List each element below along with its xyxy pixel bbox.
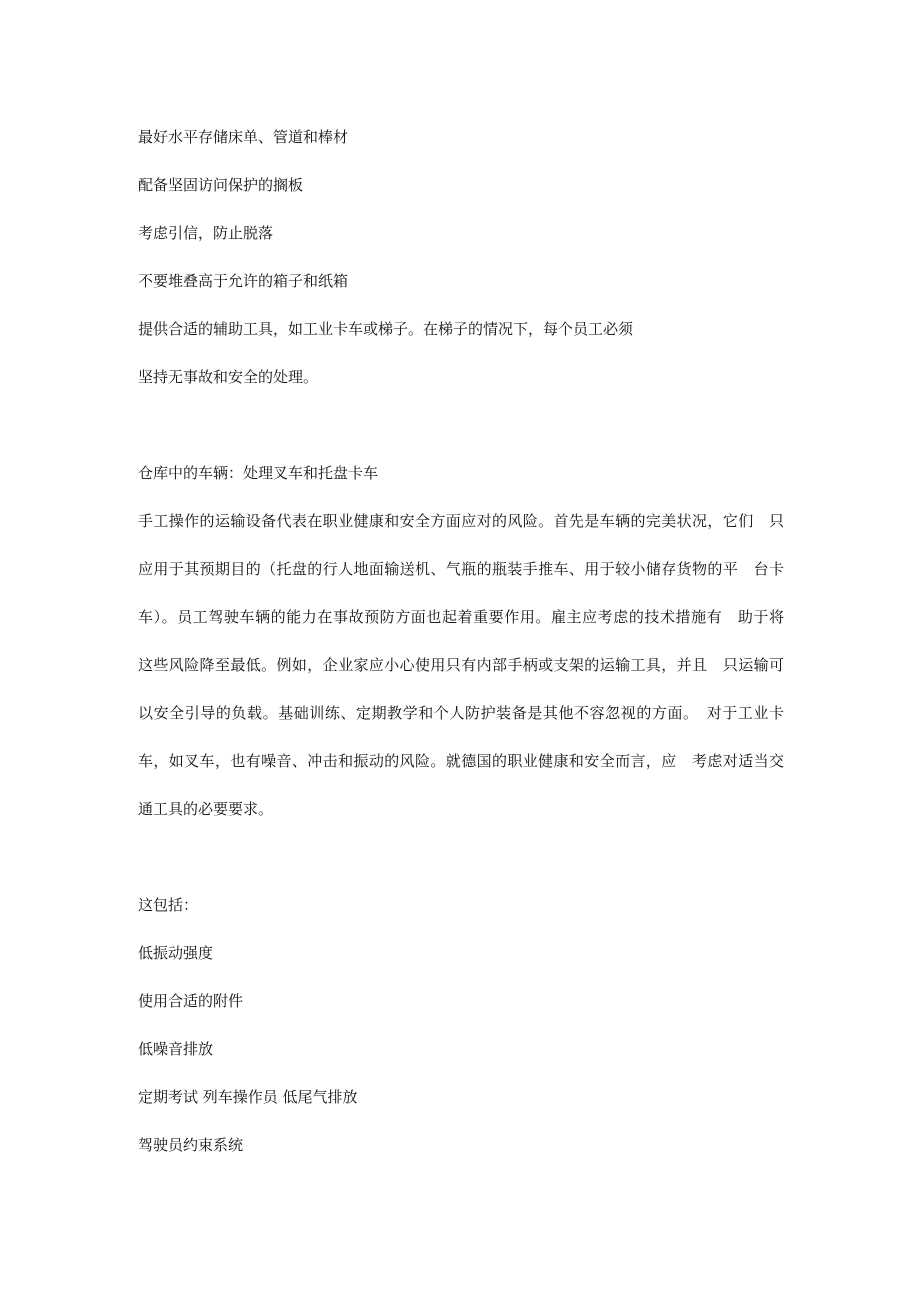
list-item: 坚持无事故和安全的处理。: [138, 368, 319, 386]
list-item: 配备坚固访问保护的搁板: [138, 176, 304, 194]
paragraph-line: 这些风险降至最低。例如，企业家应小心使用只有内部手柄或支架的运输工具，并且 只运输可: [138, 656, 784, 674]
list-item: 驾驶员约束系统: [138, 1136, 244, 1154]
paragraph-line: 手工操作的运输设备代表在职业健康和安全方面应对的风险。首先是车辆的完美状况，它们 只: [138, 512, 784, 530]
paragraph-line: 车，如叉车，也有噪音、冲击和振动的风险。就德国的职业健康和安全而言，应 考虑对适当交: [138, 752, 784, 770]
list-item: 不要堆叠高于允许的箱子和纸箱: [138, 272, 349, 290]
list-item: 定期考试 列车操作员 低尾气排放: [138, 1088, 358, 1106]
list-item: 使用合适的附件: [138, 992, 244, 1010]
list-item: 提供合适的辅助工具，如工业卡车或梯子。在梯子的情况下，每个员工必须: [138, 320, 634, 338]
paragraph-line: 以安全引导的负载。基础训练、定期教学和个人防护装备是其他不容忽视的方面。 对于工业卡: [138, 704, 784, 722]
list-item: 考虑引信，防止脱落: [138, 224, 274, 242]
list-item: 低噪音排放: [138, 1040, 214, 1058]
list-item: 最好水平存储床单、管道和棒材: [138, 128, 349, 146]
includes-label: 这包括：: [138, 896, 199, 914]
paragraph-line: 车）。员工驾驶车辆的能力在事故预防方面也起着重要作用。雇主应考虑的技术措施有 助于将: [138, 608, 784, 626]
list-item: 低振动强度: [138, 944, 214, 962]
section-heading: 仓库中的车辆：处理叉车和托盘卡车: [138, 464, 379, 482]
paragraph-line: 通工具的必要要求。: [138, 800, 274, 818]
paragraph-line: 应用于其预期目的（托盘的行人地面输送机、气瓶的瓶装手推车、用于较小储存货物的平 台卡: [138, 560, 784, 578]
